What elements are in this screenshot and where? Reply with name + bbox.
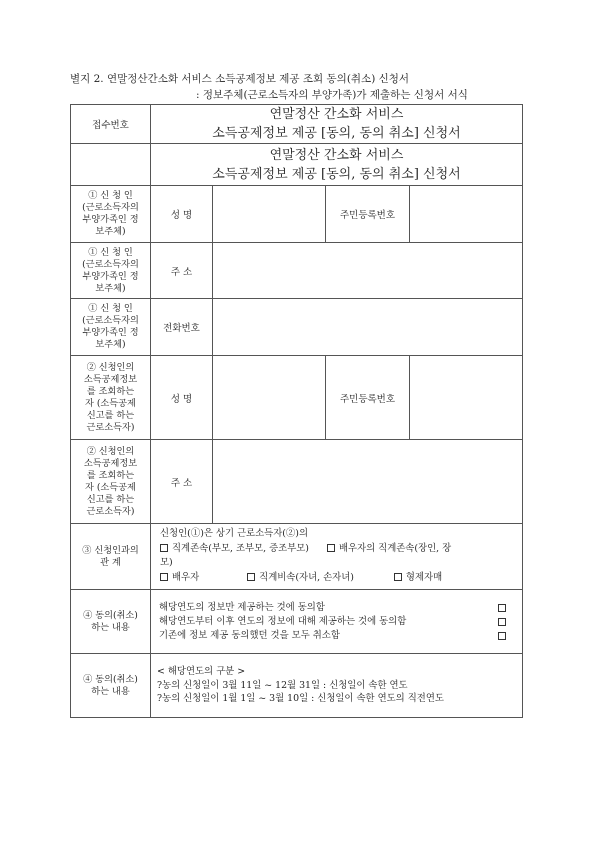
- consent-option-current-year[interactable]: 해당연도의 정보만 제공하는 것에 동의함: [151, 601, 522, 615]
- consent-options: [151, 590, 523, 654]
- relation-option-lineal-descendant[interactable]: 직계비속(자녀, 손자녀): [247, 572, 354, 583]
- checkbox-icon[interactable]: [160, 544, 168, 552]
- consent-label: ④ 동의(취소) 하는 내용: [71, 654, 151, 718]
- relation-label: ③ 신청인과의 관 계: [71, 524, 151, 590]
- checkbox-icon[interactable]: [327, 544, 335, 552]
- relation-option-spouse[interactable]: 배우자: [160, 572, 199, 583]
- year-definition-title: < 해당연도의 구분 >: [157, 666, 246, 678]
- viewer-rrn-label: 주민등록번호: [326, 356, 410, 440]
- relation-option-lineal-ascendant[interactable]: 직계존속(부모, 조부모, 증조부모): [160, 543, 309, 554]
- form-annex-subtitle: : 정보주체(근로소득자의 부양가족)가 제출하는 신청서 서식: [196, 89, 468, 101]
- relation-option-spouse-ascendant-cont: 모): [160, 557, 173, 568]
- viewer-name-field[interactable]: [213, 356, 326, 440]
- checkbox-icon[interactable]: [498, 604, 506, 612]
- consent-option-future-years[interactable]: 해당연도부터 이후 연도의 정보에 대해 제공하는 것에 동의함: [151, 615, 522, 629]
- form-annex-title: 별지 2. 연말정산간소화 서비스 소득공제정보 제공 조회 동의(취소) 신청서: [70, 73, 410, 85]
- relation-option-sibling[interactable]: 형제자매: [394, 572, 442, 583]
- checkbox-icon[interactable]: [498, 632, 506, 640]
- viewer-address-label: 주 소: [151, 440, 213, 524]
- relation-options: [151, 524, 523, 590]
- form-title-secondary: 연말정산 간소화 서비스 소득공제정보 제공 [동의, 동의 취소] 신청서: [151, 144, 523, 186]
- checkbox-icon[interactable]: [160, 573, 168, 581]
- viewer-label: ② 신청인의 소득공제정보 를 조회하는 자 (소득공제 신고를 하는 근로소득자): [71, 356, 151, 440]
- applicant-rrn-label: 주민등록번호: [326, 186, 410, 243]
- applicant-name-label: 성 명: [151, 186, 213, 243]
- viewer-address-field[interactable]: [213, 440, 523, 524]
- consent-application-form: [70, 104, 523, 718]
- consent-option-cancel-all[interactable]: 기존에 정보 제공 동의했던 것을 모두 취소함: [151, 629, 522, 643]
- applicant-rrn-field[interactable]: [410, 186, 523, 243]
- checkbox-icon[interactable]: [247, 573, 255, 581]
- relation-intro: 신청인(①)은 상기 근로소득자(②)의: [160, 528, 309, 539]
- checkbox-icon[interactable]: [394, 573, 402, 581]
- year-definition-line: ?농의 신청일이 3월 11일 ~ 12월 31일 : 신청일이 속한 연도: [157, 679, 408, 691]
- year-definition-info: [151, 654, 523, 718]
- form-title-primary: 연말정산 간소화 서비스 소득공제정보 제공 [동의, 동의 취소] 신청서: [151, 105, 523, 144]
- checkbox-icon[interactable]: [498, 618, 506, 626]
- applicant-address-field[interactable]: [213, 243, 523, 299]
- applicant-name-field[interactable]: [213, 186, 326, 243]
- applicant-label: ① 신 청 인 (근로소득자의 부양가족인 정 보주체): [71, 299, 151, 356]
- applicant-phone-field[interactable]: [213, 299, 523, 356]
- applicant-phone-label: 전화번호: [151, 299, 213, 356]
- viewer-name-label: 성 명: [151, 356, 213, 440]
- applicant-address-label: 주 소: [151, 243, 213, 299]
- receipt-number-field[interactable]: [71, 144, 151, 186]
- applicant-label: ① 신 청 인 (근로소득자의 부양가족인 정 보주체): [71, 186, 151, 243]
- viewer-rrn-field[interactable]: [410, 356, 523, 440]
- viewer-label: ② 신청인의 소득공제정보 를 조회하는 자 (소득공제 신고를 하는 근로소득자): [71, 440, 151, 524]
- applicant-label: ① 신 청 인 (근로소득자의 부양가족인 정 보주체): [71, 243, 151, 299]
- year-definition-line: ?농의 신청일이 1월 1일 ~ 3월 10일 : 신청일이 속한 연도의 직전연도: [157, 693, 444, 705]
- relation-option-spouse-ascendant[interactable]: 배우자의 직계존속(장인, 장: [327, 543, 451, 554]
- consent-label: ④ 동의(취소) 하는 내용: [71, 590, 151, 654]
- receipt-number-label: 접수번호: [71, 105, 151, 144]
